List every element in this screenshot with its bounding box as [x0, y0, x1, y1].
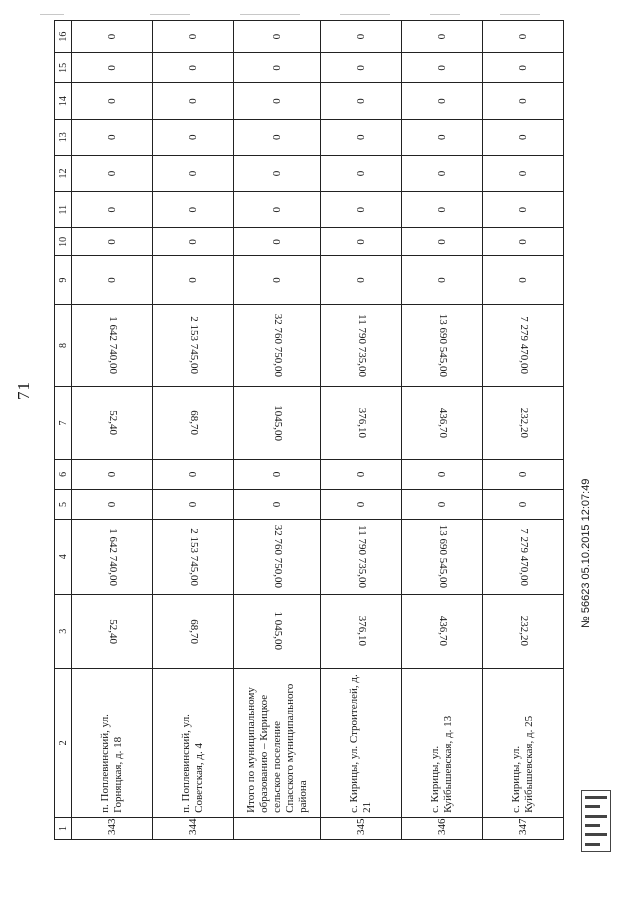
value-cell: [321, 520, 402, 594]
value-cell: 0: [483, 228, 564, 256]
value-cell: 0: [483, 192, 564, 228]
value-cell: [234, 594, 321, 668]
column-number: 3: [55, 594, 72, 668]
registry-logo: [581, 790, 611, 852]
value-cell: 0: [321, 53, 402, 83]
value-cell: [72, 594, 153, 668]
address-cell: с. Кирицы, ул. Куйбышевская, д. 13: [402, 668, 483, 817]
value-cell: 0: [321, 256, 402, 304]
value-text: 11 790 735,00: [355, 314, 368, 377]
scan-artifact: [150, 14, 190, 15]
address-cell: п. Поплевинский, ул. Советская, д. 4: [153, 668, 234, 817]
value-cell: 0: [402, 489, 483, 519]
document-table: [54, 20, 535, 840]
value-cell: 0: [72, 119, 153, 155]
value-cell: 0: [402, 155, 483, 191]
row-number-cell: 343: [72, 817, 153, 839]
value-cell: [483, 387, 564, 459]
column-number: 5: [55, 489, 72, 519]
address-cell: с. Кирицы, ул. Строителей, д. 21: [321, 668, 402, 817]
value-cell: 0: [72, 228, 153, 256]
value-cell: 0: [72, 53, 153, 83]
value-cell: 0: [402, 459, 483, 489]
value-cell: [321, 304, 402, 387]
value-cell: 0: [321, 459, 402, 489]
value-text: 13 690 545,00: [436, 313, 449, 378]
value-cell: 0: [72, 256, 153, 304]
value-cell: 0: [402, 53, 483, 83]
value-cell: [234, 304, 321, 387]
value-cell: 0: [402, 83, 483, 119]
table-row: [72, 21, 153, 840]
value-cell: 0: [234, 459, 321, 489]
column-number-row: [55, 21, 72, 840]
value-cell: 0: [153, 83, 234, 119]
value-cell: 0: [321, 119, 402, 155]
value-cell: [402, 304, 483, 387]
value-cell: 0: [234, 155, 321, 191]
value-text: 1 045,00: [271, 612, 284, 651]
value-cell: 0: [483, 83, 564, 119]
address-cell: Итого по муниципальному образованию – Кирицкое сельское поселение Спасского муниципального района: [234, 668, 321, 817]
column-number: 6: [55, 459, 72, 489]
value-cell: 0: [153, 192, 234, 228]
value-text: 52,40: [106, 618, 119, 644]
value-text: 13 690 545,00: [436, 525, 449, 589]
value-cell: 0: [483, 21, 564, 53]
value-cell: 0: [72, 459, 153, 489]
value-cell: 0: [72, 155, 153, 191]
value-cell: 0: [153, 53, 234, 83]
value-cell: 0: [153, 256, 234, 304]
column-number: 14: [55, 83, 72, 119]
value-cell: 0: [321, 155, 402, 191]
column-number: 1: [55, 817, 72, 839]
value-cell: 0: [234, 256, 321, 304]
value-cell: [153, 304, 234, 387]
value-cell: 0: [153, 119, 234, 155]
value-cell: 0: [321, 489, 402, 519]
value-cell: 0: [321, 192, 402, 228]
value-cell: [402, 520, 483, 594]
value-cell: 0: [234, 21, 321, 53]
value-text: 232,20: [517, 616, 530, 647]
column-number: 9: [55, 256, 72, 304]
value-cell: [402, 387, 483, 459]
column-number: 16: [55, 21, 72, 53]
value-text: 68,70: [187, 618, 200, 644]
value-cell: [72, 387, 153, 459]
value-cell: 0: [153, 459, 234, 489]
value-cell: 0: [402, 119, 483, 155]
value-cell: 0: [483, 53, 564, 83]
value-cell: 0: [234, 228, 321, 256]
value-cell: [321, 387, 402, 459]
table-row: [321, 21, 402, 840]
value-cell: 0: [72, 21, 153, 53]
total-row: [234, 21, 321, 840]
value-cell: 0: [234, 53, 321, 83]
value-cell: 0: [483, 155, 564, 191]
row-number-cell: [234, 817, 321, 839]
column-number: 4: [55, 520, 72, 594]
column-number: 12: [55, 155, 72, 191]
value-cell: 0: [402, 256, 483, 304]
row-number-cell: 346: [402, 817, 483, 839]
value-cell: 0: [321, 228, 402, 256]
value-cell: 0: [234, 83, 321, 119]
row-number-cell: 347: [483, 817, 564, 839]
value-cell: 0: [321, 83, 402, 119]
value-text: 2 153 745,00: [187, 316, 200, 375]
value-cell: [483, 520, 564, 594]
scan-artifact: [340, 14, 390, 15]
value-cell: 0: [153, 228, 234, 256]
column-number: 15: [55, 53, 72, 83]
table-row: [153, 21, 234, 840]
column-number: 11: [55, 192, 72, 228]
value-cell: [402, 594, 483, 668]
column-number: 2: [55, 668, 72, 817]
column-number: 13: [55, 119, 72, 155]
value-cell: 0: [153, 155, 234, 191]
value-text: 1 642 740,00: [106, 527, 119, 586]
value-cell: 0: [153, 21, 234, 53]
address-cell: с. Кирицы, ул. Куйбышевская, д. 25: [483, 668, 564, 817]
column-number: 10: [55, 228, 72, 256]
value-cell: [234, 387, 321, 459]
scan-artifact: [240, 14, 300, 15]
value-cell: 0: [483, 489, 564, 519]
value-text: 32 760 750,00: [271, 525, 284, 589]
value-cell: [234, 520, 321, 594]
row-number-cell: 344: [153, 817, 234, 839]
table-row: [483, 21, 564, 840]
value-cell: [72, 520, 153, 594]
value-cell: 0: [483, 256, 564, 304]
column-number: 7: [55, 387, 72, 459]
value-cell: 0: [234, 119, 321, 155]
value-cell: 0: [483, 459, 564, 489]
value-cell: 0: [72, 83, 153, 119]
value-text: 376,10: [355, 616, 368, 647]
value-cell: [153, 387, 234, 459]
row-number-cell: 345: [321, 817, 402, 839]
address-cell: п. Поплевинский, ул. Горняцкая, д. 18: [72, 668, 153, 817]
value-text: 376,10: [355, 407, 368, 439]
value-text: 2 153 745,00: [187, 527, 200, 586]
table-row: [402, 21, 483, 840]
scan-artifact: [430, 14, 460, 15]
value-text: 32 760 750,00: [271, 313, 284, 378]
value-cell: [153, 520, 234, 594]
value-cell: [321, 594, 402, 668]
scan-artifact: [500, 14, 540, 15]
value-cell: 0: [402, 21, 483, 53]
value-cell: 0: [72, 489, 153, 519]
value-cell: 0: [321, 21, 402, 53]
column-number: 8: [55, 304, 72, 387]
value-cell: [483, 304, 564, 387]
value-text: 68,70: [187, 410, 200, 436]
registration-stamp: № 56623 05.10.2015 12:07:49: [580, 478, 592, 628]
scan-artifact: [40, 14, 64, 15]
value-text: 7 279 470,00: [517, 316, 530, 375]
value-text: 1 642 740,00: [106, 316, 119, 375]
value-cell: 0: [402, 228, 483, 256]
value-text: 11 790 735,00: [355, 525, 368, 589]
value-text: 1045,00: [271, 405, 284, 441]
page-number: 71: [14, 381, 33, 400]
value-text: 436,70: [436, 616, 449, 647]
value-cell: 0: [483, 119, 564, 155]
value-text: 232,20: [517, 407, 530, 439]
value-cell: 0: [153, 489, 234, 519]
value-cell: 0: [72, 192, 153, 228]
value-cell: 0: [234, 192, 321, 228]
value-cell: 0: [234, 489, 321, 519]
value-text: 7 279 470,00: [517, 527, 530, 586]
value-cell: 0: [402, 192, 483, 228]
value-cell: [72, 304, 153, 387]
value-text: 436,70: [436, 407, 449, 439]
value-cell: [153, 594, 234, 668]
value-cell: [483, 594, 564, 668]
value-text: 52,40: [106, 410, 119, 436]
